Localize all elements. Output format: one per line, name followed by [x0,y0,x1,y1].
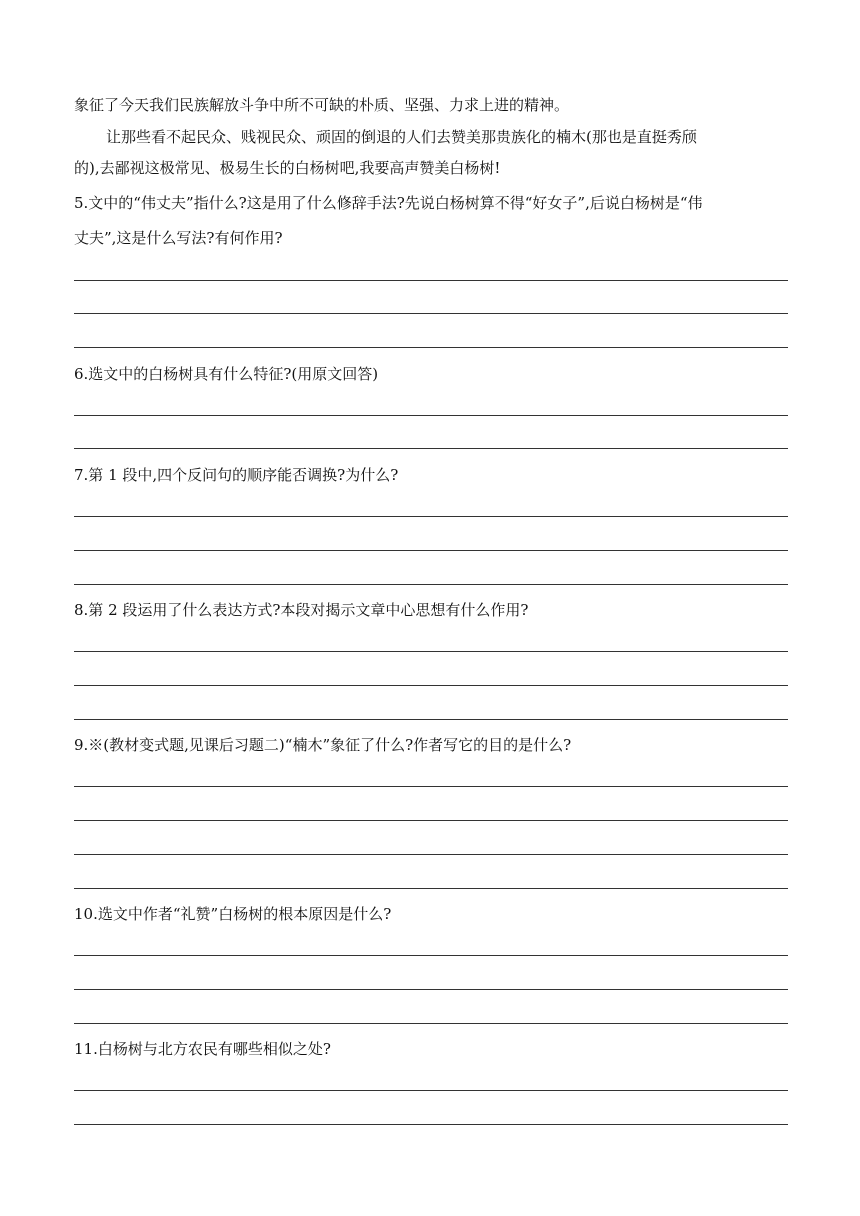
passage-line: 的),去鄙视这极常见、极易生长的白杨树吧,我要高声赞美白杨树! [74,159,501,177]
answer-line[interactable] [74,280,788,281]
answer-line[interactable] [74,448,788,449]
answer-line[interactable] [74,820,788,821]
answer-line[interactable] [74,854,788,855]
answer-line[interactable] [74,989,788,990]
answer-line[interactable] [74,1124,788,1125]
question-6-text: 6.选文中的白杨树具有什么特征?(用原文回答) [74,365,379,383]
answer-line[interactable] [74,313,788,314]
answer-line[interactable] [74,584,788,585]
answer-line[interactable] [74,516,788,517]
answer-line[interactable] [74,415,788,416]
question-9-text: 9.※(教材变式题,见课后习题二)“楠木”象征了什么?作者写它的目的是什么? [74,736,572,754]
answer-line[interactable] [74,888,788,889]
question-5-text: 丈夫”,这是什么写法?有何作用? [74,229,283,247]
question-11-text: 11.白杨树与北方农民有哪些相似之处? [74,1040,331,1058]
question-10-text: 10.选文中作者“礼赞”白杨树的根本原因是什么? [74,905,392,923]
answer-line[interactable] [74,347,788,348]
answer-line[interactable] [74,955,788,956]
answer-line[interactable] [74,719,788,720]
question-7-text: 7.第 1 段中,四个反问句的顺序能否调换?为什么? [74,466,399,484]
answer-line[interactable] [74,1090,788,1091]
question-8-text: 8.第 2 段运用了什么表达方式?本段对揭示文章中心思想有什么作用? [74,601,529,619]
question-5-text: 5.文中的“伟丈夫”指什么?这是用了什么修辞手法?先说白杨树算不得“好女子”,后说白杨树是“伟 [74,194,703,212]
answer-line[interactable] [74,1023,788,1024]
passage-line: 象征了今天我们民族解放斗争中所不可缺的朴质、坚强、力求上进的精神。 [74,96,570,114]
answer-line[interactable] [74,550,788,551]
passage-line: 让那些看不起民众、贱视民众、顽固的倒退的人们去赞美那贵族化的楠木(那也是直挺秀颀 [106,128,697,146]
answer-line[interactable] [74,786,788,787]
answer-line[interactable] [74,685,788,686]
answer-line[interactable] [74,651,788,652]
